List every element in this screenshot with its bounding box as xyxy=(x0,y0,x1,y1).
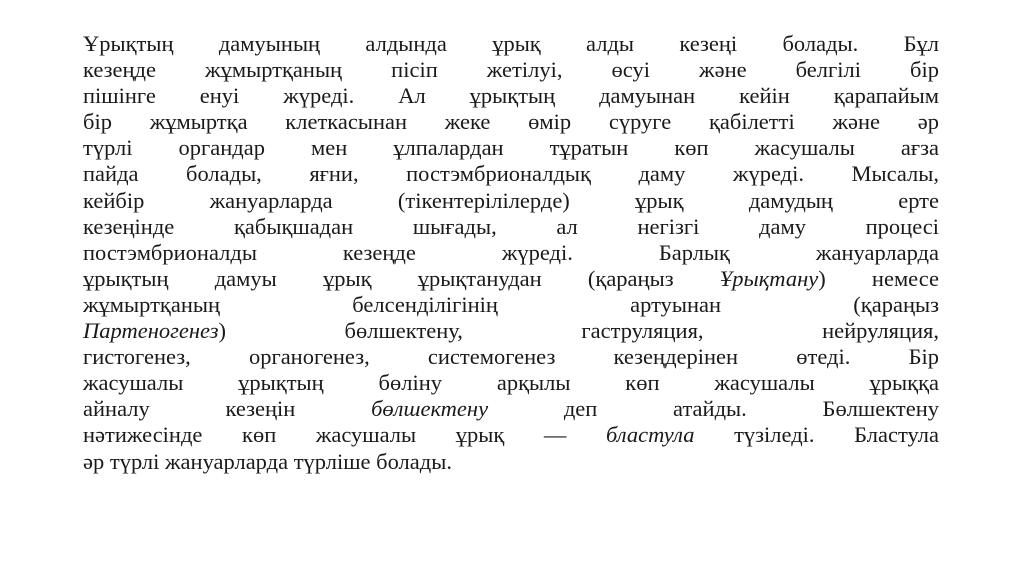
text-run: постэмбрионалды кезеңде жүреді. Барлық жануарларда xyxy=(83,239,939,265)
italic-term: бластула xyxy=(606,422,695,448)
text-line xyxy=(83,83,939,109)
text-line xyxy=(83,188,939,214)
text-line xyxy=(83,318,939,344)
text-run: кейбір жануарларда (тікентерілілерде) ұрық дамудың ерте xyxy=(83,187,939,213)
text-run: айналу кезеңін xyxy=(83,396,372,422)
text-line xyxy=(83,396,939,422)
paragraph-text xyxy=(83,31,939,475)
text-run: кезеңде жұмыртқаның пісіп жетілуі, өсуі және белгілі бір xyxy=(83,57,939,83)
text-line xyxy=(83,370,939,396)
text-run: бір жұмыртқа клеткасынан жеке өмір сүруге қабілетті және әр xyxy=(83,109,939,135)
text-line xyxy=(83,109,939,135)
text-line xyxy=(83,449,939,475)
text-line xyxy=(83,344,939,370)
italic-term: Партеногенез xyxy=(83,318,219,344)
text-run: кезеңінде қабықшадан шығады, ал негізгі даму процесі xyxy=(83,213,939,239)
text-run: ) бөлшектену, гаструляция, нейруляция, xyxy=(218,318,939,344)
italic-term: Ұрықтану xyxy=(719,265,819,291)
text-run: деп атайды. Бөлшектену xyxy=(488,396,939,422)
italic-term: бөлшектену xyxy=(371,396,489,422)
text-line xyxy=(83,57,939,83)
text-run: нәтижесінде көп жасушалы ұрық — xyxy=(83,422,606,448)
text-line xyxy=(83,161,939,187)
text-run: жасушалы ұрықтың бөліну арқылы көп жасушалы ұрыққа xyxy=(83,370,939,396)
text-run: Ұрықтың дамуының алдында ұрық алды кезеңі болады. Бұл xyxy=(83,31,939,56)
text-line xyxy=(83,240,939,266)
text-run: әр түрлі жануарларда түрліше болады. xyxy=(83,448,452,474)
text-run: пайда болады, яғни, постэмбрионалдық даму жүреді. Мысалы, xyxy=(83,161,939,187)
text-line xyxy=(83,266,939,292)
text-run: жұмыртқаның белсенділігінің артуынан (қараңыз xyxy=(83,291,939,317)
text-line xyxy=(83,214,939,240)
text-run: түрлі органдар мен ұлпалардан тұратын көп жасушалы ағза xyxy=(83,135,939,161)
text-run: түзіледі. Бластула xyxy=(694,422,939,448)
text-run: пішінге енуі жүреді. Ал ұрықтың дамуынан кейін қарапайым xyxy=(83,83,939,109)
text-run: ) немесе xyxy=(818,265,939,291)
text-line xyxy=(83,292,939,318)
text-line xyxy=(83,135,939,161)
text-line xyxy=(83,422,939,448)
text-line xyxy=(83,31,939,57)
text-run: гистогенез, органогенез, системогенез кезеңдерінен өтеді. Бір xyxy=(83,344,939,370)
text-run: ұрықтың дамуы ұрық ұрықтанудан (қараңыз xyxy=(83,265,720,291)
